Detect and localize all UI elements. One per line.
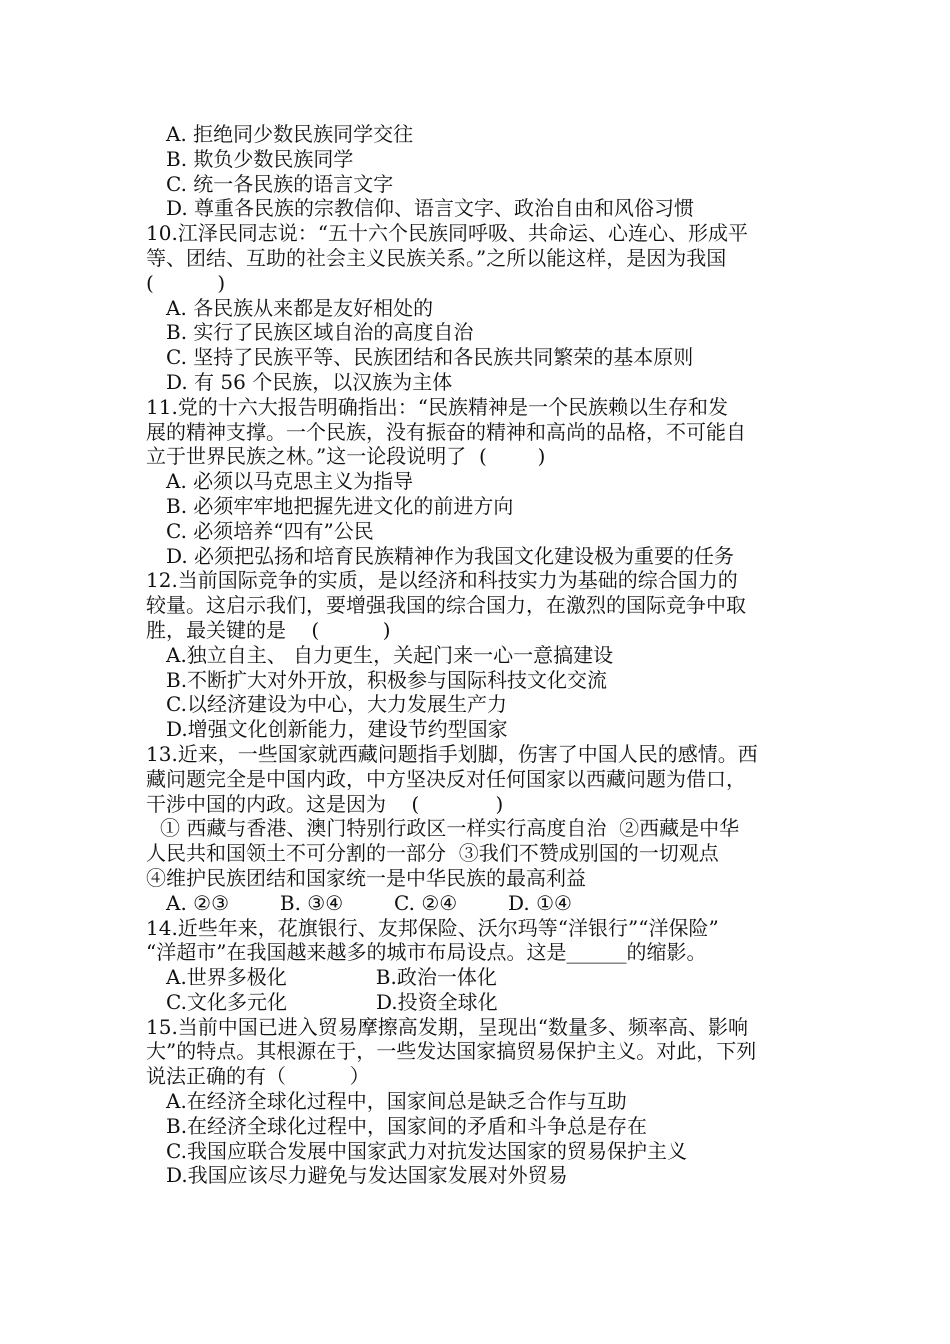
text-line: B.不断扩大对外开放，积极参与国际科技文化交流 [166, 667, 608, 692]
text-line: D.增强文化创新能力，建设节约型国家 [166, 717, 508, 742]
text-line: 大”的特点。其根源在于，一些发达国家搞贸易保护主义。对此，下列 [146, 1039, 757, 1064]
text-line: C. 必须培养“四有”公民 [166, 518, 374, 543]
text-line: 藏问题完全是中国内政，中方坚决反对任何国家以西藏问题为借口， [146, 766, 746, 791]
text-line: C.我国应联合发展中国家武力对抗发达国家的贸易保护主义 [166, 1138, 687, 1163]
text-line: 15.当前中国已进入贸易摩擦高发期，呈现出“数量多、频率高、影响 [146, 1014, 749, 1039]
text-line: 10.江泽民同志说：“五十六个民族同呼吸、共命运、心连心、形成平 [146, 221, 749, 246]
text-line: A. 各民族从来都是友好相处的 [166, 295, 434, 320]
text-line: 13.近来，一些国家就西藏问题指手划脚，伤害了中国人民的感情。西 [146, 741, 758, 766]
text-line: A. ②③ B. ③④ C. ②④ D. ①④ [166, 890, 572, 915]
text-line: A. 必须以马克思主义为指导 [166, 469, 414, 494]
text-line: A. 拒绝同少数民族同学交往 [166, 122, 414, 146]
text-line: 胜，最关键的是 ( ) [146, 617, 391, 642]
text-line: C. 坚持了民族平等、民族团结和各民族共同繁荣的基本原则 [166, 345, 694, 370]
text-line: 较量。这启示我们，要增强我国的综合国力，在激烈的国际竞争中取 [146, 593, 746, 618]
text-line: “洋超市”在我国越来越多的城市布局设点。这是______的缩影。 [146, 940, 707, 965]
text-line: 干涉中国的内政。这是因为 ( ) [146, 791, 504, 816]
text-line: A.在经济全球化过程中，国家间总是缺乏合作与互助 [166, 1089, 627, 1114]
text-line: 14.近些年来，花旗银行、友邦保险、沃尔玛等“洋银行”“洋保险” [146, 915, 719, 940]
text-line: 等、团结、互助的社会主义民族关系。”之所以能这样，是因为我国 [146, 245, 727, 270]
text-line: ④维护民族团结和国家统一是中华民族的最高利益 [146, 865, 586, 890]
text-line: 立于世界民族之林。”这一论段说明了 ( ) [146, 444, 546, 469]
text-line: B. 实行了民族区域自治的高度自治 [166, 320, 474, 345]
text-line: C. 统一各民族的语言文字 [166, 171, 394, 196]
text-line: ( ) [146, 270, 226, 295]
text-line: C.文化多元化 D.投资全球化 [166, 989, 498, 1014]
text-line: D. 有 56 个民族，以汉族为主体 [166, 369, 453, 394]
text-line: B. 必须牢牢地把握先进文化的前进方向 [166, 493, 514, 518]
text-line: ① 西藏与香港、澳门特别行政区一样实行高度自治 ②西藏是中华 [160, 816, 740, 841]
text-line: A.世界多极化 B.政治一体化 [166, 965, 497, 990]
text-line: 展的精神支撑。一个民族，没有振奋的精神和高尚的品格，不可能自 [146, 419, 746, 444]
text-line: B.在经济全球化过程中，国家间的矛盾和斗争总是存在 [166, 1113, 648, 1138]
text-line: 11.党的十六大报告明确指出：“民族精神是一个民族赖以生存和发 [146, 394, 729, 419]
text-line: D.我国应该尽力避免与发达国家发展对外贸易 [166, 1163, 568, 1188]
text-line: B. 欺负少数民族同学 [166, 146, 354, 171]
document-page [146, 122, 816, 1188]
text-line: 说法正确的有（ ） [146, 1064, 370, 1089]
text-line: 人民共和国领土不可分割的一部分 ③我们不赞成别国的一切观点 [146, 841, 719, 866]
text-line: D. 必须把弘扬和培育民族精神作为我国文化建设极为重要的任务 [166, 543, 735, 568]
text-line: A.独立自主、 自力更生，关起门来一心一意搞建设 [166, 642, 614, 667]
text-line: 12.当前国际竞争的实质，是以经济和科技实力为基础的综合国力的 [146, 568, 738, 593]
text-line: D. 尊重各民族的宗教信仰、语言文字、政治自由和风俗习惯 [166, 196, 695, 221]
text-line: C.以经济建设为中心，大力发展生产力 [166, 692, 507, 717]
